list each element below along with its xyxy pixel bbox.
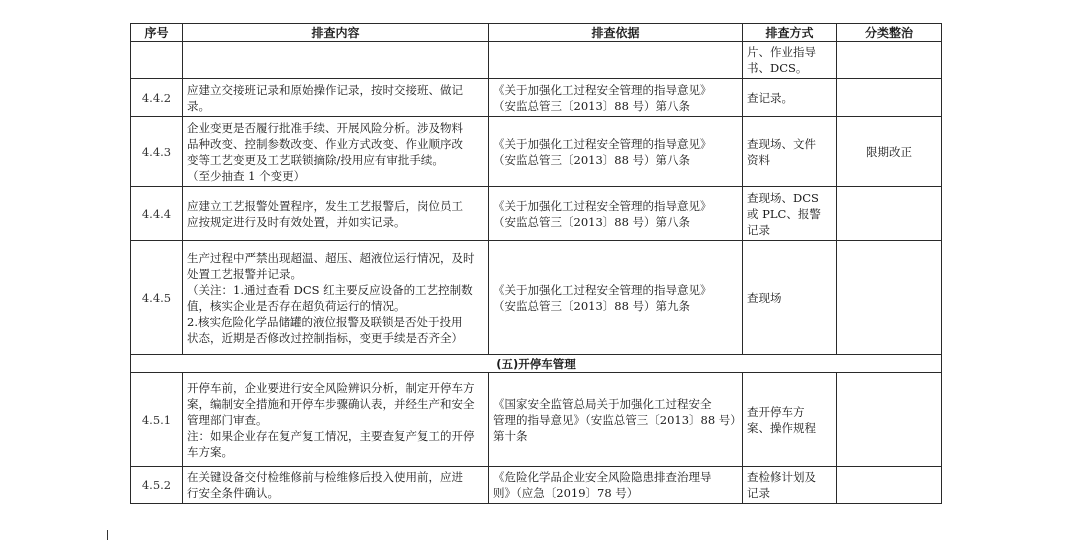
table-row bbox=[131, 187, 942, 241]
header-method: 排查方式 bbox=[743, 24, 837, 42]
table-row bbox=[131, 42, 942, 79]
inspection-basis-line: 《关于加强化工过程安全管理的指导意见》 bbox=[493, 282, 712, 297]
inspection-content-line: 应建立交接班记录和原始操作记录，按时交接班、做记 bbox=[187, 82, 463, 97]
inspection-method-line: 查开停车方 bbox=[747, 404, 805, 419]
inspection-content-line: 状态，近期是否修改过控制指标，变更手续是否齐全） bbox=[187, 330, 463, 345]
inspection-basis bbox=[489, 467, 743, 504]
header-num: 序号 bbox=[131, 24, 183, 42]
inspection-content-line: 值，核实企业是否存在超负荷运行的情况。 bbox=[187, 298, 406, 313]
inspection-content-line: 开停车前，企业要进行安全风险辨识分析，制定开停车方 bbox=[187, 380, 475, 395]
inspection-basis-line: 第十条 bbox=[493, 428, 528, 443]
inspection-basis-line: （安监总管三〔2013〕88 号）第八条 bbox=[493, 214, 691, 229]
inspection-content bbox=[183, 467, 489, 504]
inspection-method-line: 案、操作规程 bbox=[747, 420, 816, 435]
inspection-method bbox=[743, 79, 837, 117]
inspection-basis-line: 《关于加强化工过程安全管理的指导意见》 bbox=[493, 136, 712, 151]
inspection-content-line: 企业变更是否履行批准手续、开展风险分析。涉及物料 bbox=[187, 120, 463, 135]
header-rectify: 分类整治 bbox=[837, 24, 942, 42]
table-row bbox=[131, 79, 942, 117]
table-row bbox=[131, 117, 942, 187]
inspection-method bbox=[743, 42, 837, 79]
inspection-method bbox=[743, 241, 837, 355]
inspection-content-line: 生产过程中严禁出现超温、超压、超液位运行情况，及时 bbox=[187, 250, 475, 265]
table-row bbox=[131, 241, 942, 355]
rectification-category bbox=[837, 467, 942, 504]
header-content: 排查内容 bbox=[183, 24, 489, 42]
inspection-basis-line: （安监总管三〔2013〕88 号）第八条 bbox=[493, 98, 691, 113]
inspection-content bbox=[183, 42, 489, 79]
inspection-method bbox=[743, 467, 837, 504]
section-row bbox=[131, 355, 942, 373]
inspection-method-line: 查记录。 bbox=[747, 90, 793, 105]
inspection-basis-line: 《危险化学品企业安全风险隐患排查治理导 bbox=[493, 470, 712, 484]
inspection-content-line: 录。 bbox=[187, 98, 210, 113]
inspection-content bbox=[183, 241, 489, 355]
inspection-content-line: 应建立工艺报警处置程序，发生工艺报警后，岗位员工 bbox=[187, 198, 463, 213]
inspection-content-line: 在关键设备交付检维修前与检维修后投入使用前，应进 bbox=[187, 470, 463, 484]
rectification-category bbox=[837, 241, 942, 355]
inspection-basis-line: 管理的指导意见》（安监总管三〔2013〕88 号） bbox=[493, 412, 742, 427]
inspection-basis bbox=[489, 373, 743, 467]
table-row bbox=[131, 467, 942, 504]
inspection-method bbox=[743, 117, 837, 187]
inspection-method-line: 查检修计划及 bbox=[747, 470, 816, 484]
inspection-content-line: 案，编制安全措施和开停车步骤确认表，并经生产和安全 bbox=[187, 396, 475, 411]
row-number: 4.4.5 bbox=[131, 241, 183, 355]
inspection-method-line: 或 PLC、报警 bbox=[747, 206, 821, 221]
inspection-content-line: 行安全条件确认。 bbox=[187, 486, 279, 500]
inspection-content-line: 处置工艺报警并记录。 bbox=[187, 266, 302, 281]
inspection-basis bbox=[489, 117, 743, 187]
inspection-table bbox=[130, 23, 942, 504]
inspection-content-line: （关注：1.通过查看 DCS 红主要反应设备的工艺控制数 bbox=[187, 282, 473, 297]
row-number: 4.4.3 bbox=[131, 117, 183, 187]
rectification-category bbox=[837, 187, 942, 241]
table-body bbox=[131, 42, 942, 504]
row-number: 4.4.2 bbox=[131, 79, 183, 117]
row-number: 4.5.2 bbox=[131, 467, 183, 504]
inspection-content-line: 注：如果企业存在复产复工情况，主要查复产复工的开停 bbox=[187, 428, 475, 443]
inspection-method-line: 查现场、DCS bbox=[747, 190, 819, 205]
inspection-method bbox=[743, 187, 837, 241]
inspection-method-line: 书、DCS。 bbox=[747, 61, 808, 75]
rectification-category bbox=[837, 373, 942, 467]
row-number: 4.5.1 bbox=[131, 373, 183, 467]
inspection-content bbox=[183, 187, 489, 241]
inspection-method-line: 记录 bbox=[747, 486, 770, 500]
rectification-category bbox=[837, 42, 942, 79]
inspection-basis-line: 《关于加强化工过程安全管理的指导意见》 bbox=[493, 198, 712, 213]
table-header-row bbox=[131, 24, 942, 42]
inspection-basis bbox=[489, 241, 743, 355]
rectification-category: 限期改正 bbox=[837, 117, 942, 187]
inspection-basis-line: 则》（应急〔2019〕78 号） bbox=[493, 486, 639, 500]
inspection-method-line: 记录 bbox=[747, 222, 770, 237]
inspection-content-line: （至少抽查 1 个变更） bbox=[187, 168, 306, 183]
inspection-content-line: 变等工艺变更及工艺联锁摘除/投用应有审批手续。 bbox=[187, 152, 444, 167]
inspection-method bbox=[743, 373, 837, 467]
inspection-method-line: 资料 bbox=[747, 152, 770, 167]
row-number bbox=[131, 42, 183, 79]
inspection-method-line: 查现场、文件 bbox=[747, 136, 816, 151]
header-basis: 排查依据 bbox=[489, 24, 743, 42]
inspection-basis bbox=[489, 42, 743, 79]
rectification-category bbox=[837, 79, 942, 117]
inspection-basis-line: 《关于加强化工过程安全管理的指导意见》 bbox=[493, 82, 712, 97]
row-number: 4.4.4 bbox=[131, 187, 183, 241]
inspection-basis-line: （安监总管三〔2013〕88 号）第九条 bbox=[493, 298, 691, 313]
inspection-basis-line: （安监总管三〔2013〕88 号）第八条 bbox=[493, 152, 691, 167]
page-edge-mark bbox=[107, 530, 108, 540]
table-row bbox=[131, 373, 942, 467]
section-title: (五)开停车管理 bbox=[131, 355, 942, 373]
inspection-content bbox=[183, 373, 489, 467]
inspection-content-line: 应按规定进行及时有效处置，并如实记录。 bbox=[187, 214, 406, 229]
inspection-content bbox=[183, 79, 489, 117]
inspection-content-line: 车方案。 bbox=[187, 444, 233, 459]
inspection-content-line: 2.核实危险化学品储罐的液位报警及联锁是否处于投用 bbox=[187, 314, 463, 329]
inspection-content-line: 管理部门审查。 bbox=[187, 412, 268, 427]
inspection-method-line: 片、作业指导 bbox=[747, 45, 816, 59]
inspection-content bbox=[183, 117, 489, 187]
inspection-method-line: 查现场 bbox=[747, 290, 782, 305]
inspection-basis-line: 《国家安全监管总局关于加强化工过程安全 bbox=[493, 396, 712, 411]
inspection-basis bbox=[489, 79, 743, 117]
inspection-basis bbox=[489, 187, 743, 241]
inspection-content-line: 品种改变、控制参数改变、作业方式改变、作业顺序改 bbox=[187, 136, 463, 151]
